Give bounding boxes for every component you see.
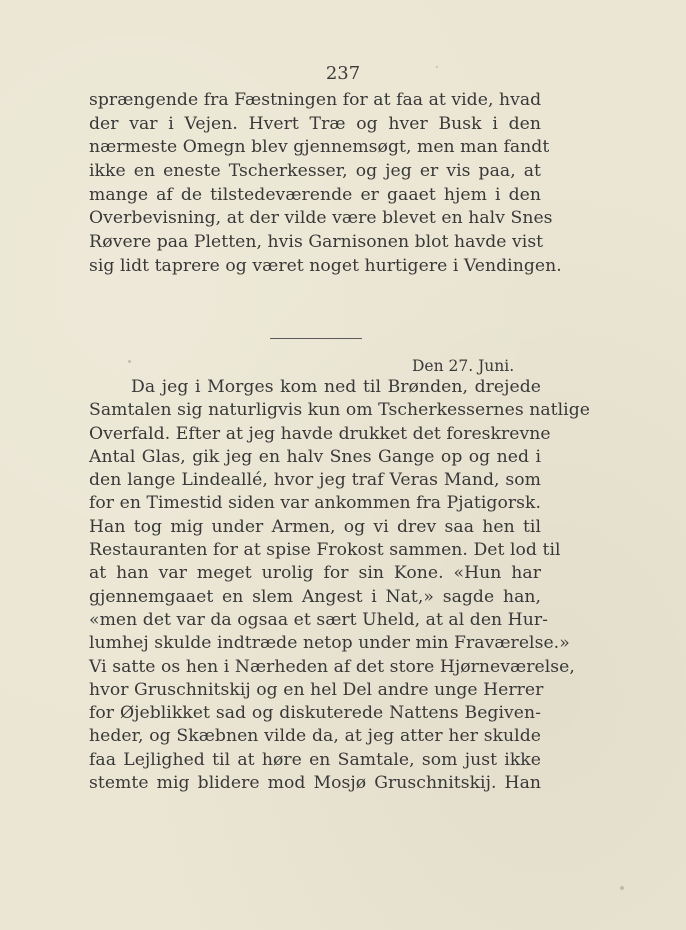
text-line: faa Lejlighed til at høre en Samtale, som just ikke (89, 749, 541, 770)
text-line: heder, og Skæbnen vilde da, at jeg atter her skulde (89, 726, 541, 747)
text-line: hvor Gruschnitskij og en hel Del andre unge Herrer (89, 679, 544, 700)
paper-speck (436, 66, 438, 68)
text-line: sig lidt taprere og været noget hurtigere i Vendingen. (89, 255, 562, 276)
paragraph-2 (89, 376, 590, 795)
text-line: stemte mig blidere mod Mosjø Gruschnitskij. Han (89, 773, 541, 794)
text-line: Overfald. Efter at jeg havde drukket det foreskrevne (89, 423, 551, 444)
text-line: ikke en eneste Tscherkesser, og jeg er vis paa, at (89, 161, 541, 182)
text-line: Han tog mig under Armen, og vi drev saa hen til (89, 516, 541, 537)
text-line: Røvere paa Pletten, hvis Garnisonen blot havde vist (89, 232, 544, 253)
text-line: Vi satte os hen i Nærheden af det store Hjørneværelse, (89, 656, 575, 677)
text-line: Restauranten for at spise Frokost sammen. Det lod til (89, 540, 561, 561)
text-line: Da jeg i Morges kom ned til Brønden, drejede (131, 377, 541, 397)
text-line: gjennemgaaet en slem Angest i Nat,» sagde han, (89, 586, 541, 607)
text-line: mange af de tilstedeværende er gaaet hjem i den (89, 184, 541, 205)
text-line: nærmeste Omegn blev gjennemsøgt, men man fandt (89, 137, 550, 158)
text-line: Samtalen sig naturligvis kun om Tscherkessernes natlige (89, 400, 590, 421)
text-line: lumhej skulde indtræde netop under min Fraværelse.» (89, 633, 570, 654)
text-line: for en Timestid siden var ankommen fra Pjatigorsk. (89, 493, 541, 514)
paragraph-1 (89, 89, 562, 279)
paper-speck (620, 886, 624, 890)
text-line: for Øjeblikket sad og diskuterede Nattens Begiven- (89, 703, 541, 724)
text-line: den lange Lindeallé, hvor jeg traf Veras Mand, som (89, 470, 541, 491)
diary-date-heading: Den 27. Juni. (412, 357, 515, 375)
section-divider (270, 338, 362, 339)
page-number: 237 (325, 63, 361, 84)
text-line: Antal Glas, gik jeg en halv Snes Gange op og ned i (89, 446, 541, 467)
text-line: «men det var da ogsaa et sært Uheld, at al den Hur- (89, 609, 548, 630)
text-line: at han var meget urolig for sin Kone. «Hun har (89, 563, 541, 584)
text-line: der var i Vejen. Hvert Træ og hver Busk i den (89, 113, 541, 134)
text-line: Overbevisning, at der vilde være blevet en halv Snes (89, 208, 553, 229)
text-line: sprængende fra Fæstningen for at faa at vide, hvad (89, 90, 542, 110)
paper-speck (128, 360, 131, 363)
